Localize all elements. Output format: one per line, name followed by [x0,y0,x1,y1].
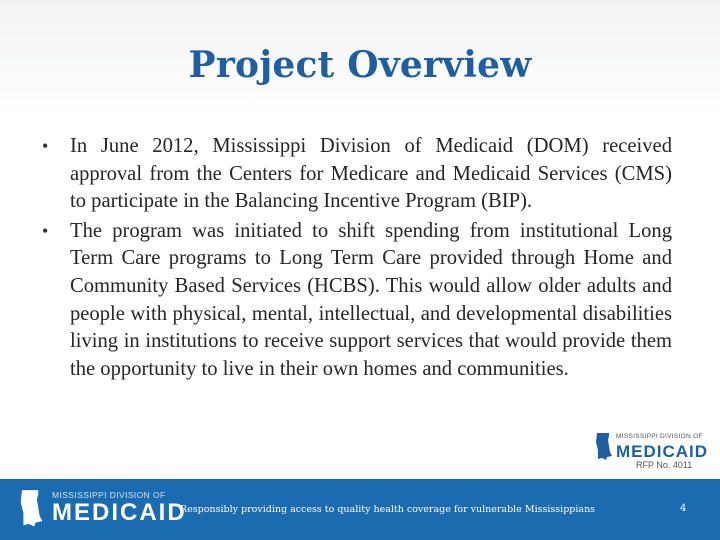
footer-logo-line1: MISSISSIPPI DIVISION OF [52,490,166,500]
footer-tagline: Responsibly providing access to quality health coverage for vulnerable Mississippians [180,504,596,515]
page-number: 4 [680,503,687,514]
logo-line1: MISSISSIPPI DIVISION OF [616,433,703,440]
bullet-item [42,218,672,384]
bullet-text: The program was initiated to shift spending from institutional Long Term Care programs to Long Term Care provided through Home and Community Based Services (HCBS). This would allow older adults and people with physical, mental, intellectual, and developmental disabilities living in institutions to receive support services that would provide them the opportunity to live in their own homes and communities. [70,219,672,380]
logo-line2: MEDICAID [616,442,709,461]
rfp-number: RFP No. 4011 [636,460,693,470]
page-title: Project Overview [188,44,532,86]
mississippi-state-icon [18,487,45,531]
bullet-dot: • [42,136,49,156]
footer-logo-line2: MEDICAID [52,499,187,526]
bullet-text: In June 2012, Mississippi Division of Medicaid (DOM) received approval from the Centers for Medicare and Medicaid Services (CMS) to participate in the Balancing Incentive Program (BIP). [70,135,672,213]
bullet-dot: • [42,220,49,241]
bullet-list [42,133,672,385]
footer-bar [0,479,720,540]
mississippi-state-icon [594,432,614,462]
bullet-item [42,133,672,216]
